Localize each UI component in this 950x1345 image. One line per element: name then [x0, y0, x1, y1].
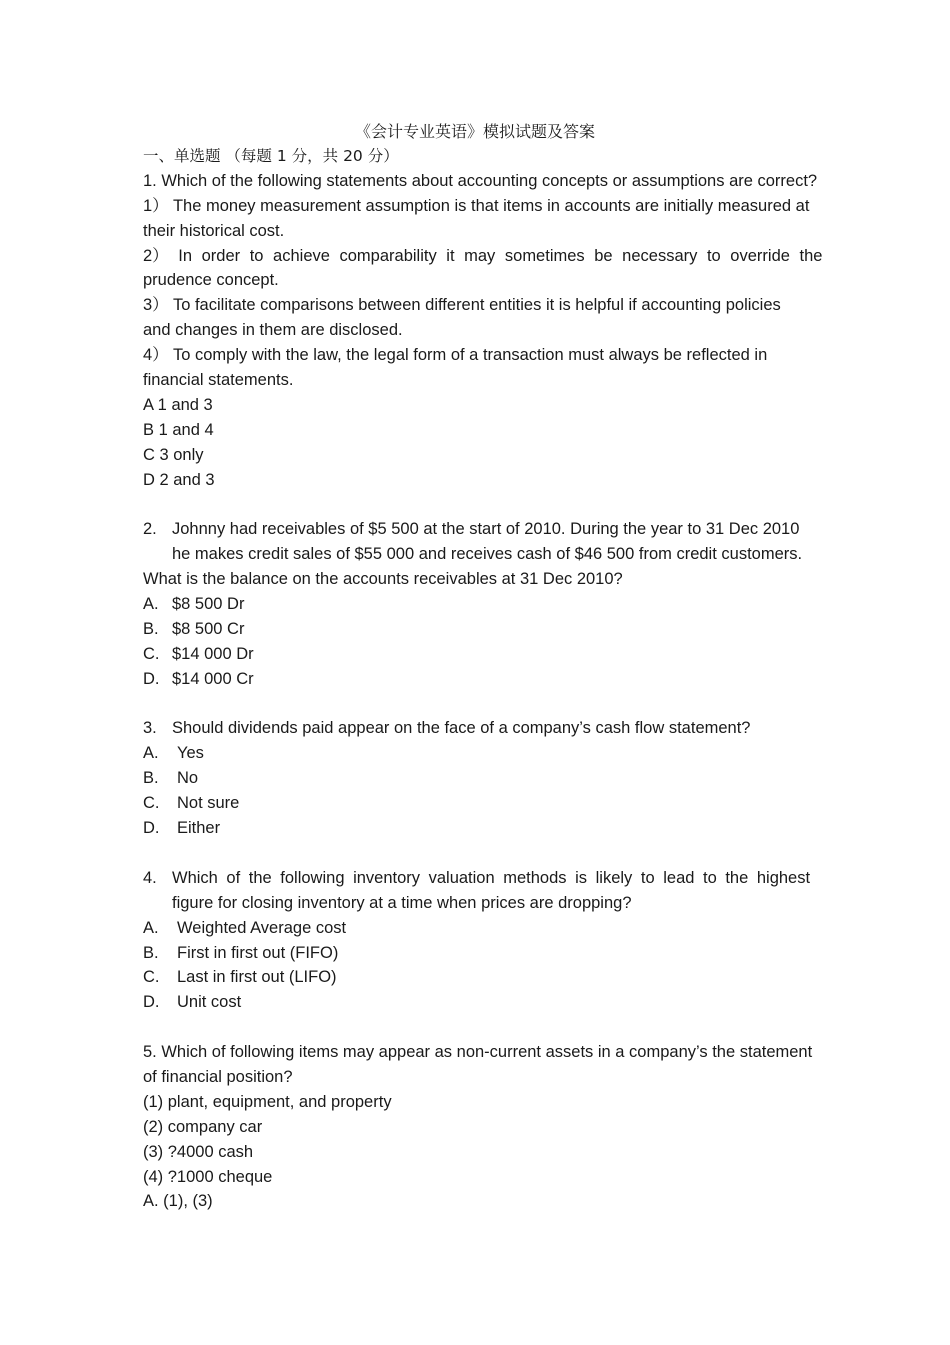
- question-4-option-b: B. First in first out (FIFO): [143, 943, 339, 962]
- question-1-stem: 1. Which of the following statements about accounting concepts or assumptions are correct?: [143, 171, 818, 190]
- question-4-option-d: D. Unit cost: [143, 993, 242, 1012]
- question-1-statement-2-line-2: prudence concept.: [143, 271, 279, 290]
- question-4-option-a: A. Weighted Average cost: [143, 918, 347, 937]
- question-1-statement-4-line-1: 4） To comply with the law, the legal form of a transaction must always be reflected in: [143, 346, 768, 365]
- question-4-option-c: C. Last in first out (LIFO): [143, 968, 337, 987]
- question-3-option-a: A. Yes: [143, 744, 204, 763]
- question-5-stem-line-1: 5. Which of following items may appear as non-current assets in a company’s the statement: [143, 1043, 813, 1062]
- question-2-number: 2.: [143, 520, 157, 539]
- question-1-statement-4-line-2: financial statements.: [143, 371, 294, 390]
- question-3-option-d: D. Either: [143, 819, 221, 838]
- question-1-statement-2-line-1: 2） In order to achieve comparability it may sometimes be necessary to override the: [143, 246, 823, 265]
- question-3-number: 3.: [143, 719, 157, 738]
- question-2-stem-line-3: What is the balance on the accounts receivables at 31 Dec 2010?: [143, 570, 623, 589]
- question-4-stem-line-1: 4. Which of the following inventory valuation methods is likely to lead to the highest: [143, 866, 878, 891]
- question-2-stem-line-2: he makes credit sales of $55 000 and receives cash of $46 500 from credit customers.: [172, 545, 803, 564]
- question-1-option-d: D 2 and 3: [143, 470, 215, 489]
- question-5-item-1: (1) plant, equipment, and property: [143, 1092, 392, 1111]
- question-2-option-c: C. $14 000 Dr: [143, 644, 254, 663]
- question-5-option-a: A. (1), (3): [143, 1192, 213, 1211]
- question-1-option-b: B 1 and 4: [143, 420, 214, 439]
- question-1-option-a: A 1 and 3: [143, 395, 213, 414]
- question-3-stem: 3. Should dividends paid appear on the face of a company’s cash flow statement?: [143, 716, 878, 741]
- document-body: [143, 144, 878, 1214]
- question-2-option-d: D. $14 000 Cr: [143, 669, 254, 688]
- question-2-option-b: B. $8 500 Cr: [143, 619, 245, 638]
- question-4-number: 4.: [143, 868, 157, 887]
- question-1-statement-3-line-2: and changes in them are disclosed.: [143, 321, 403, 340]
- question-2-stem-line-1: 2. Johnny had receivables of $5 500 at the start of 2010. During the year to 31 Dec 2010: [143, 517, 878, 542]
- question-5-item-2: (2) company car: [143, 1117, 263, 1136]
- question-5-stem-line-2: of financial position?: [143, 1067, 293, 1086]
- question-1-statement-1-line-2: their historical cost.: [143, 221, 285, 240]
- question-1-statement-3-line-1: 3） To facilitate comparisons between different entities it is helpful if accounting policies: [143, 296, 781, 315]
- question-1-option-c: C 3 only: [143, 445, 204, 464]
- question-5-item-4: (4) ?1000 cheque: [143, 1167, 273, 1186]
- question-3-option-c: C. Not sure: [143, 794, 240, 813]
- document-title: 《会计专业英语》模拟试题及答案: [354, 122, 595, 141]
- section-heading: 一、单选题 （每题 1 分，共 20 分）: [143, 147, 399, 165]
- question-1-statement-1-line-1: 1） The money measurement assumption is that items in accounts are initially measured at: [143, 196, 810, 215]
- question-2-option-a: A. $8 500 Dr: [143, 595, 245, 614]
- question-4-stem-line-2: figure for closing inventory at a time when prices are dropping?: [172, 893, 632, 912]
- question-5-item-3: (3) ?4000 cash: [143, 1142, 254, 1161]
- question-3-option-b: B. No: [143, 769, 199, 788]
